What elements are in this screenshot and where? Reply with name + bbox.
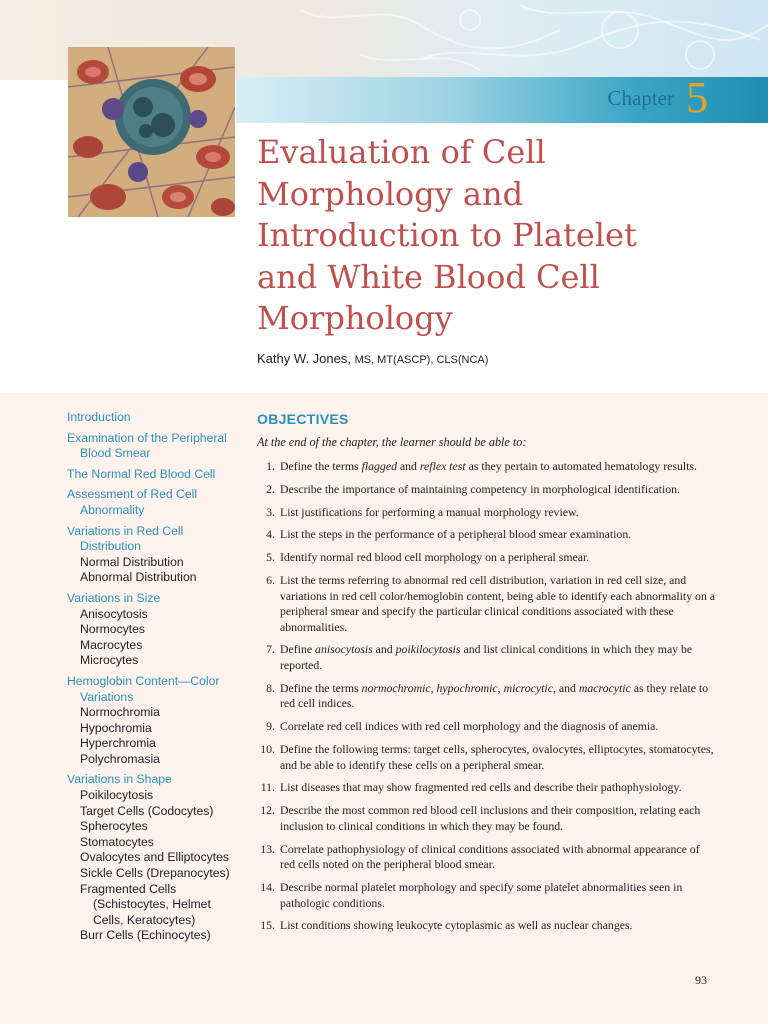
objective-text: Correlate pathophysiology of clinical conditions associated with abnormal appearance of red cells noted on the peripheral blood smear. <box>280 841 700 872</box>
outline-text-continued: Distribution <box>80 539 141 554</box>
outline-subitem <box>67 882 247 898</box>
outline-text: Fragmented Cells <box>80 881 177 896</box>
objective-number: 15. <box>260 918 275 933</box>
objective-number: 12. <box>260 803 275 818</box>
outline-heading <box>67 591 247 607</box>
outline-subitem <box>67 835 247 851</box>
outline-text: Variations in Size <box>67 590 161 605</box>
objective-number: 13. <box>260 841 275 856</box>
outline-text: Target Cells (Codocytes) <box>80 803 214 818</box>
author-line <box>257 351 488 366</box>
outline-heading <box>67 674 247 705</box>
outline-text: Poikilocytosis <box>80 788 154 803</box>
outline-text: Burr Cells (Echinocytes) <box>80 928 211 943</box>
title-line: Evaluation of Cell <box>257 133 546 171</box>
objective-item <box>257 719 717 735</box>
objective-number: 3. <box>266 504 275 519</box>
objective-number: 14. <box>260 879 275 894</box>
outline-subitem <box>67 705 247 721</box>
objective-number: 8. <box>266 680 275 695</box>
author-credentials: MS, MT(ASCP), CLS(NCA) <box>354 354 489 366</box>
outline-subitem <box>67 752 247 768</box>
outline-text: Variations in Red Cell <box>67 523 184 538</box>
objectives-list <box>257 459 717 941</box>
outline-subitem <box>67 804 247 820</box>
objective-text: List diseases that may show fragmented red cells and describe their pathophysiology. <box>280 780 682 795</box>
outline-text-continued: Variations <box>80 689 134 704</box>
objective-item <box>257 803 717 834</box>
objective-text: Define the terms normochromic, hypochromic, microcytic, and macrocytic as they relate to red cell indices. <box>280 680 709 711</box>
objective-item <box>257 459 717 475</box>
outline-subitem <box>67 653 247 669</box>
outline-text: Normocytes <box>80 622 146 637</box>
objective-item <box>257 880 717 911</box>
objective-item <box>257 918 717 934</box>
objective-number: 6. <box>266 572 275 587</box>
objective-item <box>257 681 717 712</box>
outline-subitem <box>67 897 247 913</box>
outline-text: The Normal Red Blood Cell <box>67 466 216 481</box>
objective-text: Define anisocytosis and poikilocytosis and list clinical conditions in which they may be reported. <box>280 642 693 673</box>
objective-item <box>257 780 717 796</box>
title-line: Morphology and <box>257 174 524 213</box>
outline-subitem <box>67 555 247 571</box>
objective-number: 10. <box>260 742 275 756</box>
objective-text: List conditions showing leukocyte cytoplasmic as well as nuclear changes. <box>280 918 633 933</box>
outline-text: Ovalocytes and Elliptocytes <box>80 850 230 865</box>
outline-heading <box>67 487 247 518</box>
objective-number: 5. <box>266 550 275 565</box>
outline-heading <box>67 431 247 462</box>
title-line: Introduction to Platelet <box>257 216 637 254</box>
objective-text: Identify normal red blood cell morphology on a peripheral smear. <box>280 550 590 565</box>
objective-number: 9. <box>266 719 275 734</box>
outline-text: Spherocytes <box>80 819 148 834</box>
chapter-label: Chapter <box>607 86 674 110</box>
outline-text: Cells, Keratocytes) <box>93 912 196 927</box>
outline-subitem <box>67 721 247 737</box>
outline-subitem <box>67 570 247 586</box>
title-line: Morphology <box>257 299 453 337</box>
outline-text: Hypochromia <box>80 720 152 735</box>
outline-text: Abnormal Distribution <box>80 570 197 585</box>
blood-cell-illustration <box>68 47 235 217</box>
outline-subitem <box>67 622 247 638</box>
outline-text: Normochromia <box>80 705 160 720</box>
page-number: 93 <box>695 973 707 987</box>
objective-number: 2. <box>266 481 275 496</box>
objective-item <box>257 527 717 543</box>
objective-item <box>257 573 717 635</box>
author-name: Kathy W. Jones, <box>257 351 351 366</box>
outline-subitem <box>67 866 247 882</box>
objective-text: Describe the importance of maintaining competency in morphological identification. <box>280 481 680 496</box>
objective-item <box>257 842 717 873</box>
outline-text: Hyperchromia <box>80 736 156 751</box>
outline-subitem <box>67 819 247 835</box>
outline-text: Introduction <box>67 410 131 424</box>
outline-subitem <box>67 913 247 929</box>
chapter-number: 5 <box>686 73 708 122</box>
outline-heading <box>67 467 247 483</box>
outline-heading <box>67 524 247 555</box>
outline-subitem <box>67 850 247 866</box>
outline-text: Normal Distribution <box>80 554 184 569</box>
outline-text: Examination of the Peripheral <box>67 430 227 445</box>
outline-text: Microcytes <box>80 653 139 668</box>
outline-text: Assessment of Red Cell <box>67 487 198 502</box>
outline-text: Macrocytes <box>80 637 143 652</box>
objective-text: List the terms referring to abnormal red cell distribution, variation in red cell size, and variations in red cell color/hemoglobin content, being able to identify each abnormality on a peripheral smear and specify the particular clinical conditions associated with these abnormalities. <box>280 572 716 634</box>
chapter-title <box>257 132 737 340</box>
outline-text-continued: Blood Smear <box>80 446 151 461</box>
outline-heading <box>67 410 247 426</box>
objective-number: 7. <box>266 642 275 657</box>
outline-text: Hemoglobin Content—Color <box>67 673 220 688</box>
objective-item <box>257 742 717 773</box>
outline-text: Stomatocytes <box>80 834 154 849</box>
objective-number: 4. <box>266 527 275 542</box>
objective-item <box>257 482 717 498</box>
title-line: and White Blood Cell <box>257 257 600 296</box>
objective-item <box>257 550 717 566</box>
objective-item <box>257 642 717 673</box>
chapter-outline <box>67 410 247 944</box>
outline-subitem <box>67 928 247 944</box>
outline-subitem <box>67 788 247 804</box>
objective-text: Correlate red cell indices with red cell morphology and the diagnosis of anemia. <box>280 719 659 734</box>
objective-text: List justifications for performing a manual morphology review. <box>280 504 579 519</box>
objective-text: Describe normal platelet morphology and specify some platelet abnormalities seen in pathologic conditions. <box>280 879 683 910</box>
objective-text: Describe the most common red blood cell inclusions and their composition, relating each inclusion to clinical conditions in which they may be found. <box>280 803 701 833</box>
objective-number: 1. <box>266 459 275 473</box>
outline-text-continued: Abnormality <box>80 502 145 517</box>
outline-text: (Schistocytes, Helmet <box>93 897 211 912</box>
outline-text: Sickle Cells (Drepanocytes) <box>80 866 230 881</box>
outline-subitem <box>67 736 247 752</box>
objective-number: 11. <box>260 780 275 795</box>
outline-heading <box>67 772 247 788</box>
outline-text: Polychromasia <box>80 751 160 766</box>
outline-subitem <box>67 607 247 623</box>
outline-text: Variations in Shape <box>67 772 172 787</box>
outline-text: Anisocytosis <box>80 606 148 621</box>
objective-text: Define the following terms: target cells, spherocytes, ovalocytes, elliptocytes, stomatocytes, and be able to identify these cells on a peripheral smear. <box>280 742 714 772</box>
objectives-intro: At the end of the chapter, the learner should be able to: <box>257 435 527 449</box>
outline-subitem <box>67 638 247 654</box>
objectives-heading: OBJECTIVES <box>257 411 349 427</box>
objective-text: List the steps in the performance of a peripheral blood smear examination. <box>280 527 632 542</box>
objective-text: Define the terms flagged and reflex test as they pertain to automated hematology results. <box>280 459 697 473</box>
objective-item <box>257 505 717 521</box>
